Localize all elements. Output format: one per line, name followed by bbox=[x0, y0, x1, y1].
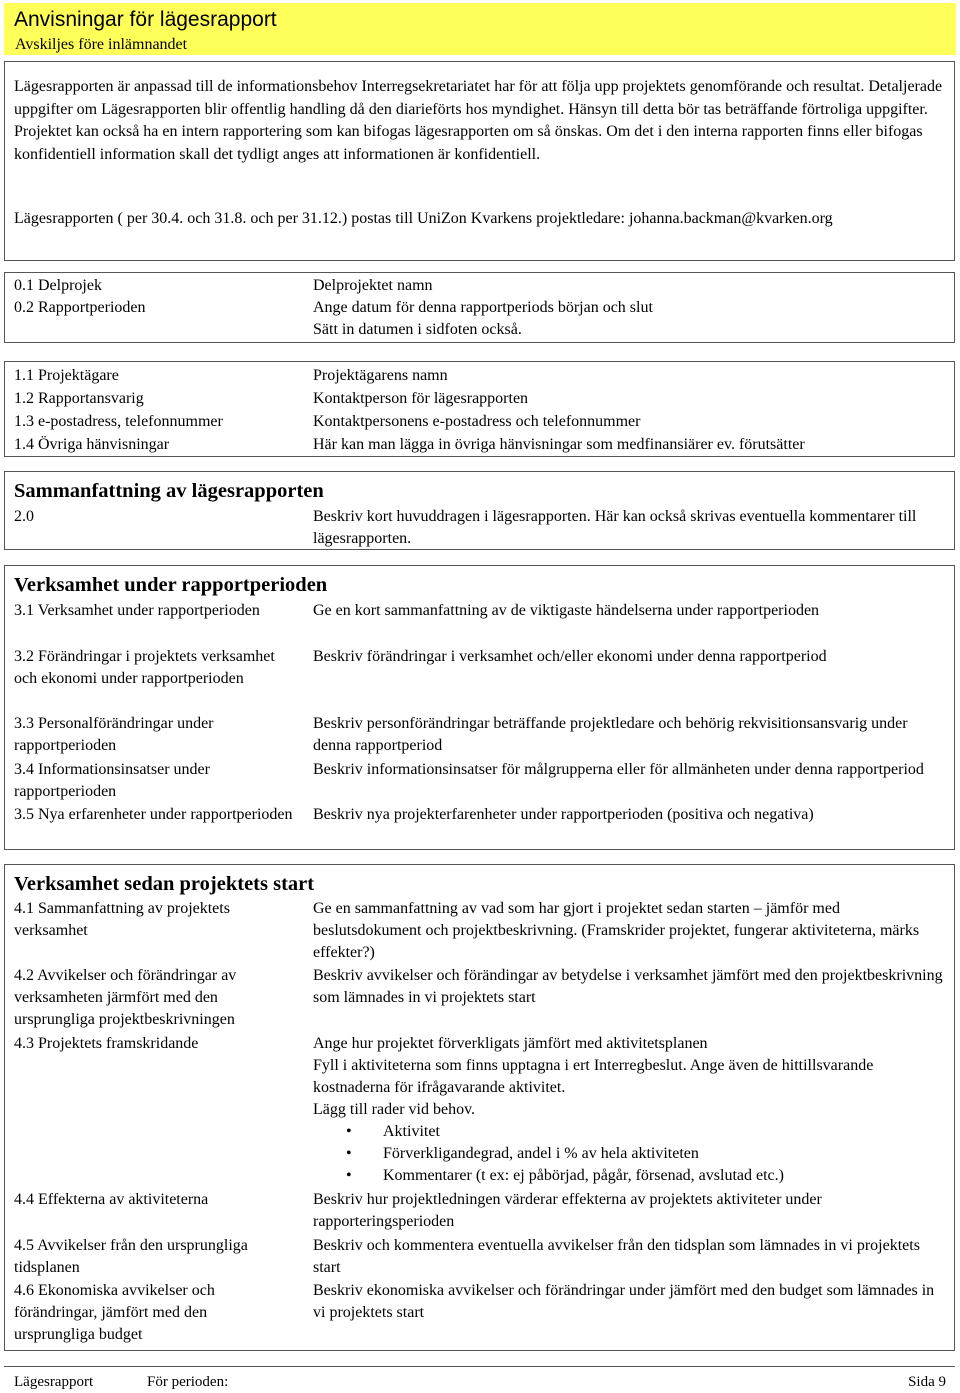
field-label: 3.4 Informationsinsatser under rapportperioden bbox=[14, 761, 210, 800]
field-label: 3.3 Personalförändringar under rapportperioden bbox=[14, 715, 214, 754]
field-label: 4.4 Effekterna av aktiviteterna bbox=[14, 1191, 209, 1208]
field-instruction: Delprojektet namn bbox=[313, 277, 433, 294]
page-number: Sida 9 bbox=[908, 1374, 946, 1390]
section-heading: Verksamhet sedan projektets start bbox=[14, 873, 315, 895]
list-item: • Aktivitet bbox=[313, 1121, 948, 1143]
field-label: 4.5 Avvikelser från den ursprungliga tidsplanen bbox=[14, 1237, 248, 1276]
instructions-header bbox=[4, 3, 956, 55]
page-subtitle: Avskiljes före inlämnandet bbox=[15, 36, 188, 53]
field-instruction: Beskriv informationsinsatser för målgrupperna eller för allmänheten under denna rapportperiod bbox=[313, 761, 924, 778]
field-label: 3.5 Nya erfarenheter under rapportperioden bbox=[14, 806, 293, 823]
field-instruction: Beskriv ekonomiska avvikelser och förändringar under jämfört med den budget som lämnades in vi projektets start bbox=[313, 1282, 935, 1321]
field-label: 0.2 Rapportperioden bbox=[14, 299, 146, 316]
field-instruction: Här kan man lägga in övriga hänvisningar som medfinansiärer ev. förutsätter bbox=[313, 436, 805, 453]
field-instruction: Sätt in datumen i sidfoten också. bbox=[313, 321, 522, 338]
field-label: 4.3 Projektets framskridande bbox=[14, 1035, 199, 1052]
field-instruction: Lägg till rader vid behov. bbox=[313, 1101, 476, 1118]
bullet-list bbox=[313, 1121, 948, 1187]
intro-paragraph: Lägesrapporten är anpassad till de informationsbehov Interregsekretariatet har för att följa upp projektets genomförande och resultat. Detaljerade uppgifter om Lägesrapporten blir offentlig handling då den diarieförts hos myndighet. Hänsyn till detta bör tas beträffande förtroliga uppgifter. Projektet kan också ha en intern rapportering som kan bifogas lägesrapporten om så önskas. Om det i den interna rapporten finns eller bifogas konfidentiell information skall det tydligt anges att informationen är konfidentiell. bbox=[14, 78, 943, 163]
section-heading: Sammanfattning av lägesrapporten bbox=[14, 480, 324, 502]
field-instruction: Kontaktperson för lägesrapporten bbox=[313, 390, 529, 407]
field-instruction: Ange datum för denna rapportperiods början och slut bbox=[313, 299, 653, 316]
field-label: 3.2 Förändringar i projektets verksamhet och ekonomi under rapportperioden bbox=[14, 648, 275, 687]
field-instruction: Fyll i aktiviteterna som finns upptagna i ert Interregbeslut. Ange även de hittillsvarande kostnaderna för ifrågavarande aktivitet. bbox=[313, 1057, 874, 1096]
field-label: 4.2 Avvikelser och förändringar av verksamheten järmfört med den ursprungliga projektbeskrivningen bbox=[14, 967, 237, 1028]
field-label: 1.2 Rapportansvarig bbox=[14, 390, 144, 407]
footer-period-label: För perioden: bbox=[147, 1374, 229, 1390]
footer-divider bbox=[4, 1366, 955, 1367]
field-instruction: Ange hur projektet förverkligats jämfört med aktivitetsplanen bbox=[313, 1035, 708, 1052]
field-instruction-block bbox=[313, 1033, 948, 1187]
section-heading: Verksamhet under rapportperioden bbox=[14, 574, 328, 596]
field-instruction: Ge en sammanfattning av vad som har gjort i projektet sedan starten – jämför med beslutsdokument och projektbeskrivning. (Framskrider projektet, fungerar aktiviteterna, märks effekter?) bbox=[313, 900, 920, 961]
field-label: 3.1 Verksamhet under rapportperioden bbox=[14, 602, 260, 619]
field-label: 1.4 Övriga hänvisningar bbox=[14, 436, 170, 453]
footer-doc-name: Lägesrapport bbox=[14, 1374, 94, 1390]
list-item: • Kommentarer (t ex: ej påbörjad, pågår, försenad, avslutad etc.) bbox=[313, 1165, 948, 1187]
page-title: Anvisningar för lägesrapport bbox=[14, 8, 277, 31]
field-label: 4.1 Sammanfattning av projektets verksamhet bbox=[14, 900, 230, 939]
field-label: 0.1 Delprojek bbox=[14, 277, 102, 294]
field-label: 4.6 Ekonomiska avvikelser och förändringar, jämfört med den ursprungliga budget bbox=[14, 1282, 215, 1343]
field-instruction: Kontaktpersonens e-postadress och telefonnummer bbox=[313, 413, 641, 430]
intro-mailing-paragraph: Lägesrapporten ( per 30.4. och 31.8. och per 31.12.) postas till UniZon Kvarkens projektledare: johanna.backman@kvarken.org bbox=[14, 210, 833, 227]
field-instruction: Projektägarens namn bbox=[313, 367, 448, 384]
field-label: 1.3 e-postadress, telefonnummer bbox=[14, 413, 223, 430]
field-instruction: Beskriv nya projekterfarenheter under rapportperioden (positiva och negativa) bbox=[313, 806, 814, 823]
field-instruction: Ge en kort sammanfattning av de viktigaste händelserna under rapportperioden bbox=[313, 602, 820, 619]
field-label: 1.1 Projektägare bbox=[14, 367, 119, 384]
list-item: • Förverkligandegrad, andel i % av hela aktiviteten bbox=[313, 1143, 948, 1165]
field-instruction: Beskriv förändringar i verksamhet och/eller ekonomi under denna rapportperiod bbox=[313, 648, 827, 665]
field-instruction: Beskriv hur projektledningen värderar effekterna av projektets aktiviteter under rapporteringsperioden bbox=[313, 1191, 822, 1230]
field-instruction: Beskriv avvikelser och förändingar av betydelse i verksamhet jämfört med den projektbeskrivning som lämnades in vi projektets start bbox=[313, 967, 943, 1006]
field-instruction: Beskriv kort huvuddragen i lägesrapporten. Här kan också skrivas eventuella kommentarer till lägesrapporten. bbox=[313, 508, 917, 547]
field-instruction: Beskriv och kommentera eventuella avvikelser från den tidsplan som lämnades in vi projektets start bbox=[313, 1237, 920, 1276]
field-instruction: Beskriv personförändringar beträffande projektledare och behörig rekvisitionsansvarig under denna rapportperiod bbox=[313, 715, 908, 754]
field-label: 2.0 bbox=[14, 508, 34, 525]
